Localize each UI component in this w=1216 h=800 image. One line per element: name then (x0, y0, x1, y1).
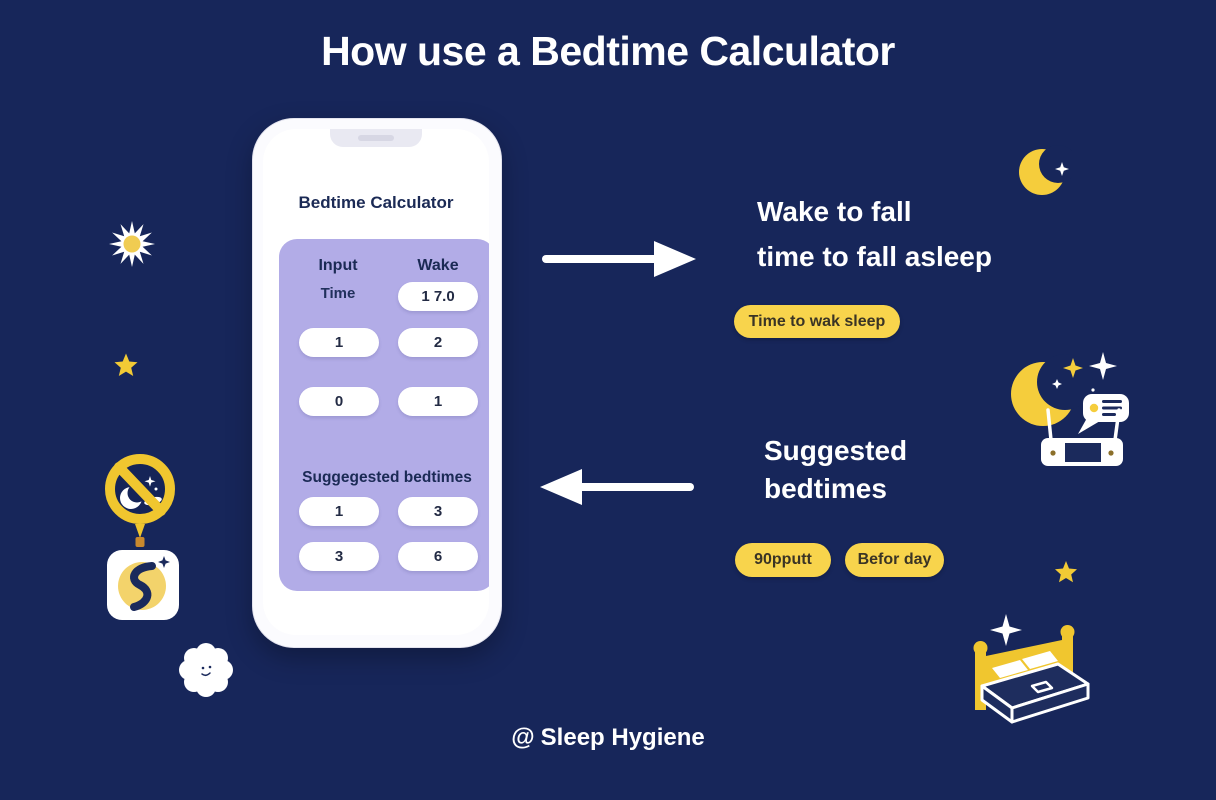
suggested-cell: 3 (398, 497, 478, 526)
wake-time-field: 1 7.0 (398, 282, 478, 311)
input-cell: 2 (398, 328, 478, 357)
bed-icon (962, 602, 1092, 742)
wake-heading-line2: time to fall asleep (757, 241, 992, 272)
star-icon (113, 352, 139, 378)
page-title: How use a Bedtime Calculator (321, 28, 895, 74)
calculator-card (279, 239, 489, 591)
no-sleep-badge-icon (98, 452, 190, 624)
suggested-cell: 3 (299, 542, 379, 571)
footer-credit-text: Sleep Hygiene (540, 724, 705, 751)
suggested-cell: 1 (299, 497, 379, 526)
wake-heading-line1: Wake to fall (757, 196, 912, 227)
suggested-tag-1: 90pputt (735, 543, 831, 577)
flower-icon (176, 640, 236, 700)
phone-mockup (252, 118, 502, 648)
crescent-moon-icon (1018, 144, 1072, 200)
s-logo-badge-icon (107, 550, 179, 620)
time-label: Time (320, 285, 356, 302)
suggested-bedtimes-title: Suggegested bedtimes (302, 469, 472, 486)
night-scene-icon (1005, 350, 1140, 475)
speaker-icon (358, 135, 394, 141)
suggested-heading-line1: Suggested (764, 435, 908, 466)
speech-bubble-icon (1078, 394, 1129, 434)
right-arrow-icon (538, 239, 698, 279)
phone-notch (330, 129, 422, 147)
input-column-label: Input (318, 257, 358, 274)
input-cell: 1 (398, 387, 478, 416)
input-cell: 0 (299, 387, 379, 416)
sunburst-icon (108, 220, 156, 268)
suggested-cell: 6 (398, 542, 478, 571)
wake-column-label: Wake (417, 257, 459, 274)
wake-sleep-tag: Time to wak sleep (734, 305, 900, 338)
at-symbol-icon: @ (511, 724, 535, 751)
sparkle-icon (1089, 352, 1117, 380)
suggested-tag-2: Befor day (845, 543, 944, 577)
app-title: Bedtime Calculator (298, 193, 454, 212)
suggested-heading-line2: bedtimes (764, 473, 887, 504)
phone-screen (263, 129, 489, 635)
sparkle-icon (990, 614, 1022, 646)
left-arrow-icon (538, 467, 698, 507)
input-cell: 1 (299, 328, 379, 357)
star-icon (1054, 560, 1078, 584)
